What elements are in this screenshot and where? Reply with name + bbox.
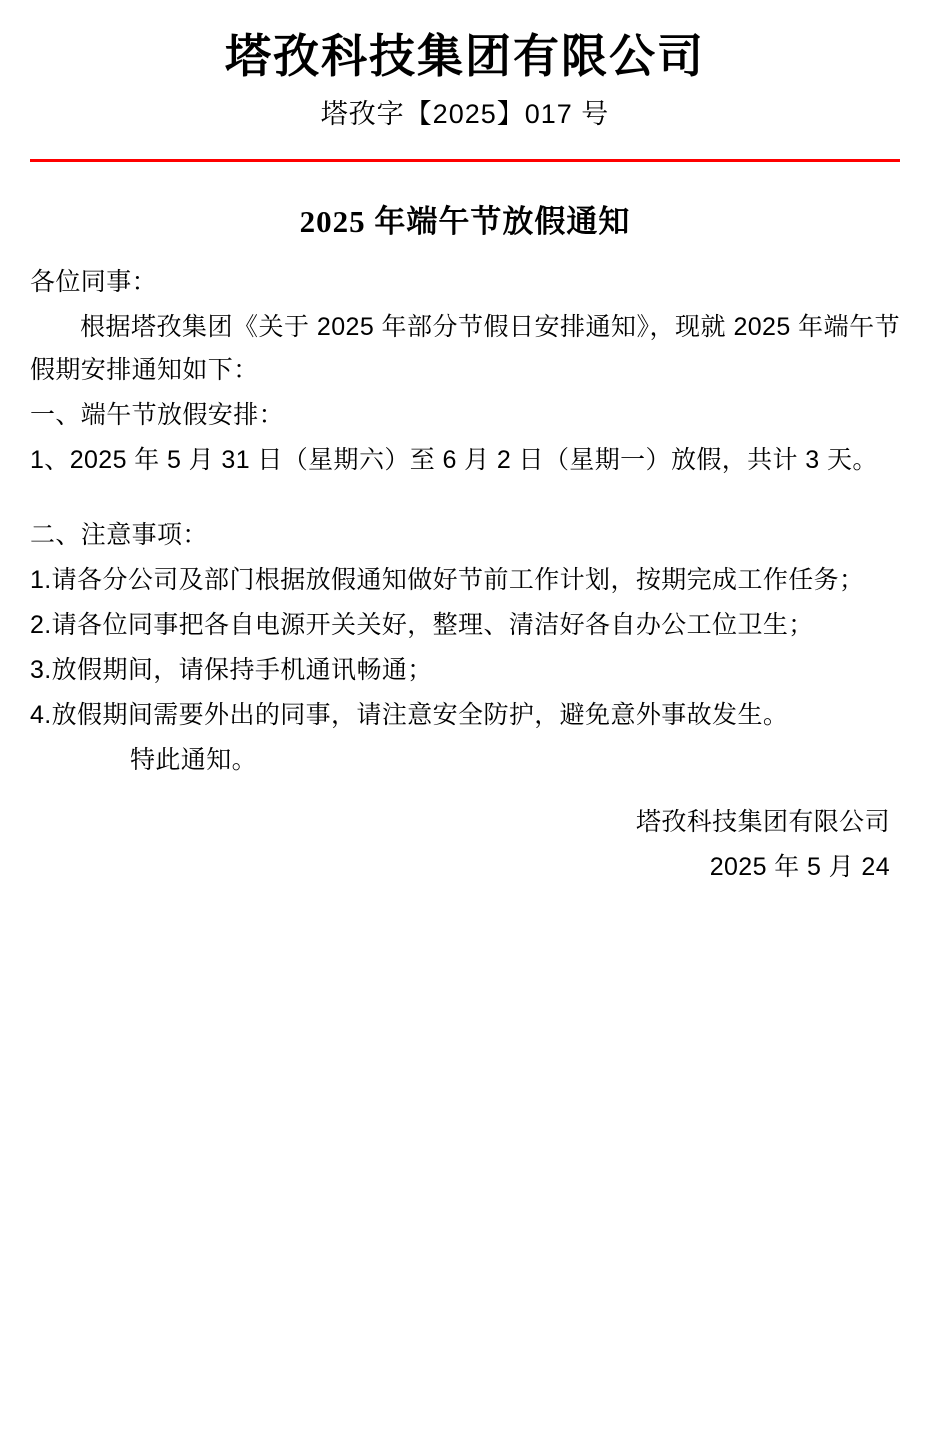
signature-organization: 塔孜科技集团有限公司 (635, 808, 890, 837)
section-one-item-1: 1、2025 年 5 月 31 日（星期六）至 6 月 2 日（星期一）放假，共计 3 天。 (30, 446, 878, 475)
document-title: 2025 年端午节放假通知 (299, 204, 631, 240)
red-divider-rule (30, 159, 900, 162)
section-one-heading: 一、端午节放假安排： (30, 401, 285, 430)
section-two-item-3: 3.放假期间，请保持手机通讯畅通； (30, 656, 433, 685)
document-body (30, 261, 900, 782)
salutation: 各位同事： (30, 268, 158, 297)
closing-line: 特此通知。 (130, 746, 258, 775)
section-two-item-4: 4.放假期间需要外出的同事，请注意安全防护，避免意外事故发生。 (30, 701, 789, 730)
document-number: 塔孜字【2025】017 号 (320, 98, 610, 129)
signature-block (30, 800, 900, 890)
section-two-item-1: 1.请各分公司及部门根据放假通知做好节前工作计划，按期完成工作任务； (30, 566, 865, 595)
signature-date: 2025 年 5 月 24 (709, 853, 890, 882)
section-two-heading: 二、注意事项： (30, 521, 208, 550)
section-two-item-2: 2.请各位同事把各自电源开关关好，整理、清洁好各自办公工位卫生； (30, 611, 814, 640)
intro-paragraph: 根据塔孜集团《关于 2025 年部分节假日安排通知》，现就 2025 年端午节假期安排通知如下： (30, 313, 900, 385)
paragraph-spacer (30, 484, 900, 514)
organization-title: 塔孜科技集团有限公司 (225, 31, 705, 82)
